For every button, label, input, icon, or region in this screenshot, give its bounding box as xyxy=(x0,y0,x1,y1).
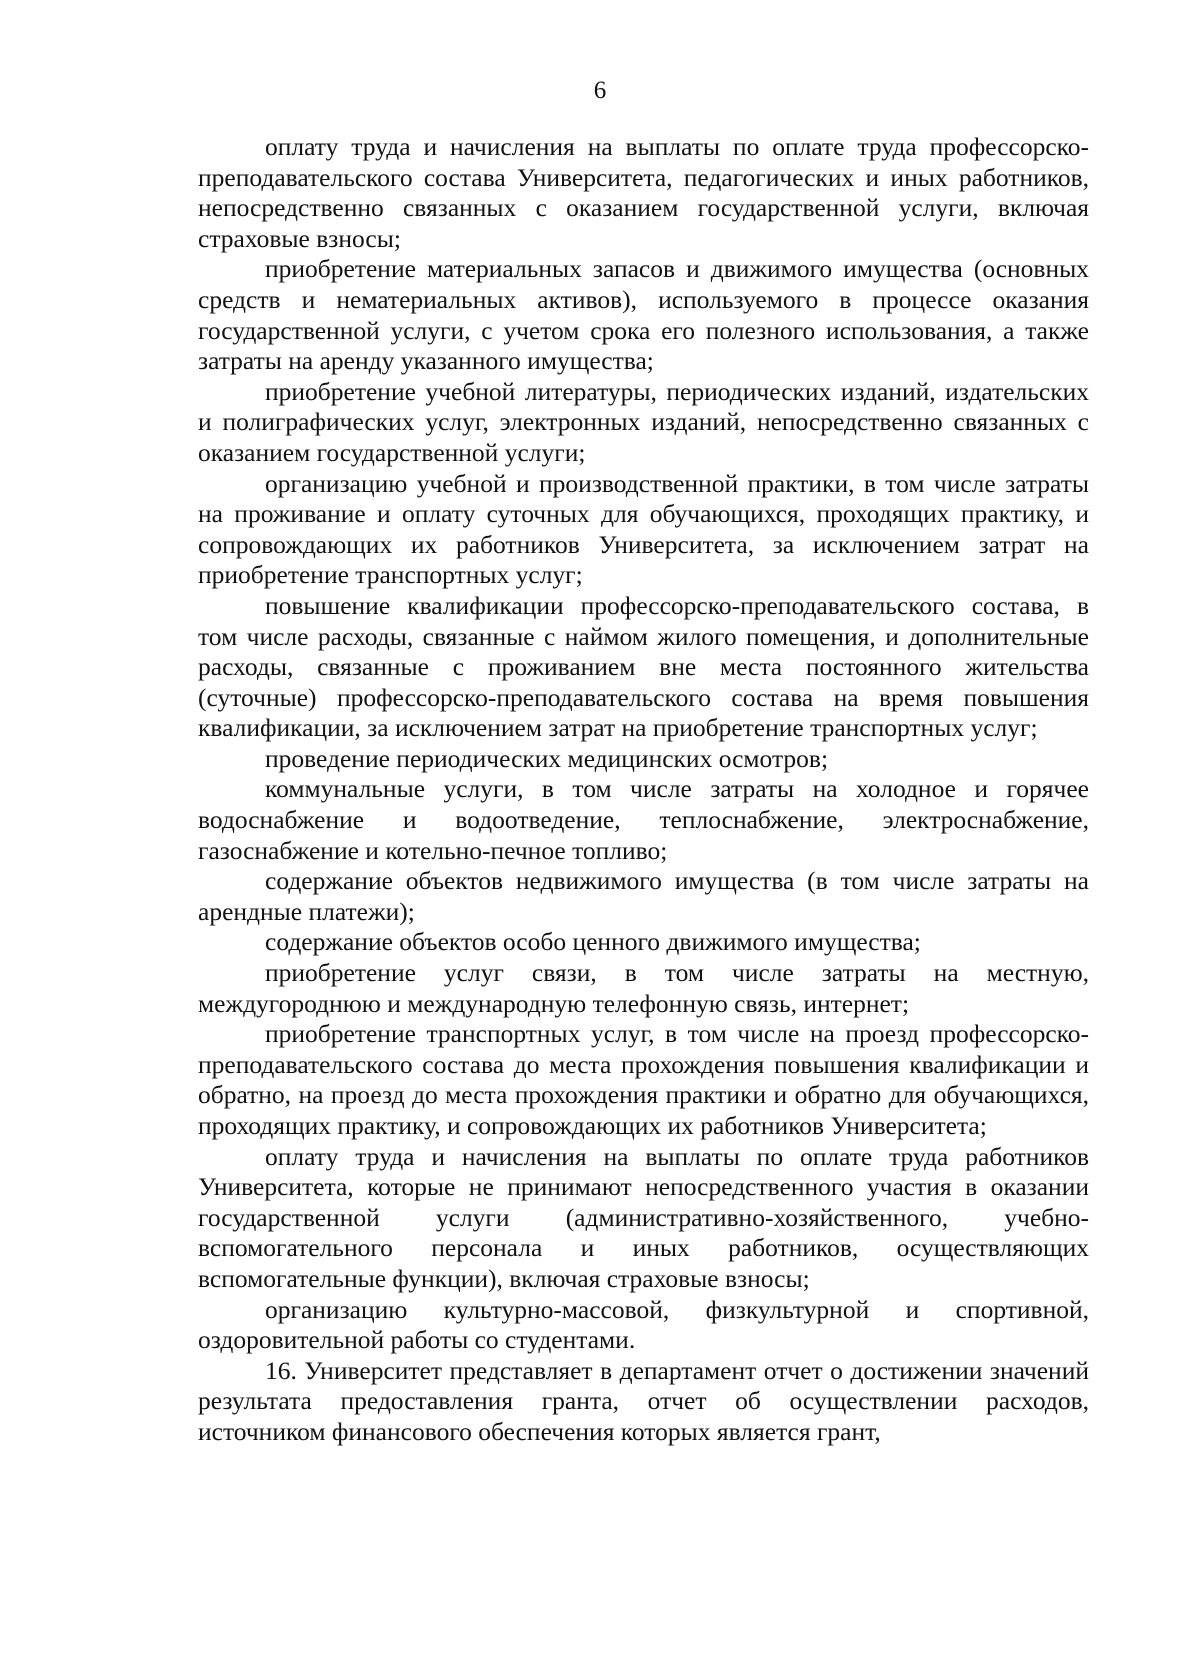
paragraph-transport-services: приобретение транспортных услуг, в том числе на проезд профессорско-преподавательского состава до места прохождения повышения квалификации и обратно, на проезд до места прохождения практики и обратно для обучающихся, проходящих практику, и сопровождающих их работников Университета; xyxy=(198,1019,1089,1140)
paragraph-medical-checkups: проведение периодических медицинских осмотров; xyxy=(265,743,829,773)
paragraph-staff-salary: оплату труда и начисления на выплаты по оплате труда профессорско-преподавательского состава Университета, педагогических и иных работников, непосредственно связанных с оказанием государственной услуги, включая страховые взносы; xyxy=(198,132,1089,253)
paragraph-cultural-sports-work: организацию культурно-массовой, физкультурной и спортивной, оздоровительной работы со студентами. xyxy=(198,1294,1089,1355)
document-body xyxy=(198,132,1089,1448)
paragraph-real-estate-maintenance: содержание объектов недвижимого имущества (в том числе затраты на арендные платежи); xyxy=(198,866,1089,926)
paragraph-valuable-property-maintenance: содержание объектов особо ценного движимого имущества; xyxy=(265,927,921,957)
paragraph-item-16-report: 16. Университет представляет в департамент отчет о достижении значений результата предоставления гранта, отчет об осуществлении расходов, источником финансового обеспечения которых является грант, xyxy=(198,1355,1089,1446)
paragraph-material-assets: приобретение материальных запасов и движимого имущества (основных средств и нематериальных активов), используемого в процессе оказания государственной услуги, с учетом срока его полезного использования, а также затраты на аренду указанного имущества; xyxy=(198,254,1089,376)
paragraph-utilities: коммунальные услуги, в том числе затраты на холодное и горячее водоснабжение и водоотведение, теплоснабжение, электроснабжение, газоснабжение и котельно-печное топливо; xyxy=(198,774,1089,865)
paragraph-qualification-improvement: повышение квалификации профессорско-преподавательского состава, в том числе расходы, связанные с наймом жилого помещения, и дополнительные расходы, связанные с проживанием вне места постоянного жительства (суточные) профессорско-преподавательского состава на время повышения квалификации, за исключением затрат на приобретение транспортных услуг; xyxy=(198,590,1089,743)
page-number: 6 xyxy=(593,77,607,104)
paragraph-communication-services: приобретение услуг связи, в том числе затраты на местную, междугороднюю и международную телефонную связь, интернет; xyxy=(198,958,1089,1018)
paragraph-educational-literature: приобретение учебной литературы, периодических изданий, издательских и полиграфических услуг, электронных изданий, непосредственно связанных с оказанием государственной услуги; xyxy=(198,376,1089,467)
paragraph-other-staff-salary: оплату труда и начисления на выплаты по оплате труда работников Университета, которые не принимают непосредственного участия в оказании государственной услуги (административно-хозяйственного, учебно-вспомогательного персонала и иных работников, осуществляющих вспомогательные функции), включая страховые взносы; xyxy=(198,1141,1089,1293)
paragraph-practice-organization: организацию учебной и производственной практики, в том числе затраты на проживание и оплату суточных для обучающихся, проходящих практику, и сопровождающих их работников Университета, за исключением затрат на приобретение транспортных услуг; xyxy=(198,468,1089,590)
